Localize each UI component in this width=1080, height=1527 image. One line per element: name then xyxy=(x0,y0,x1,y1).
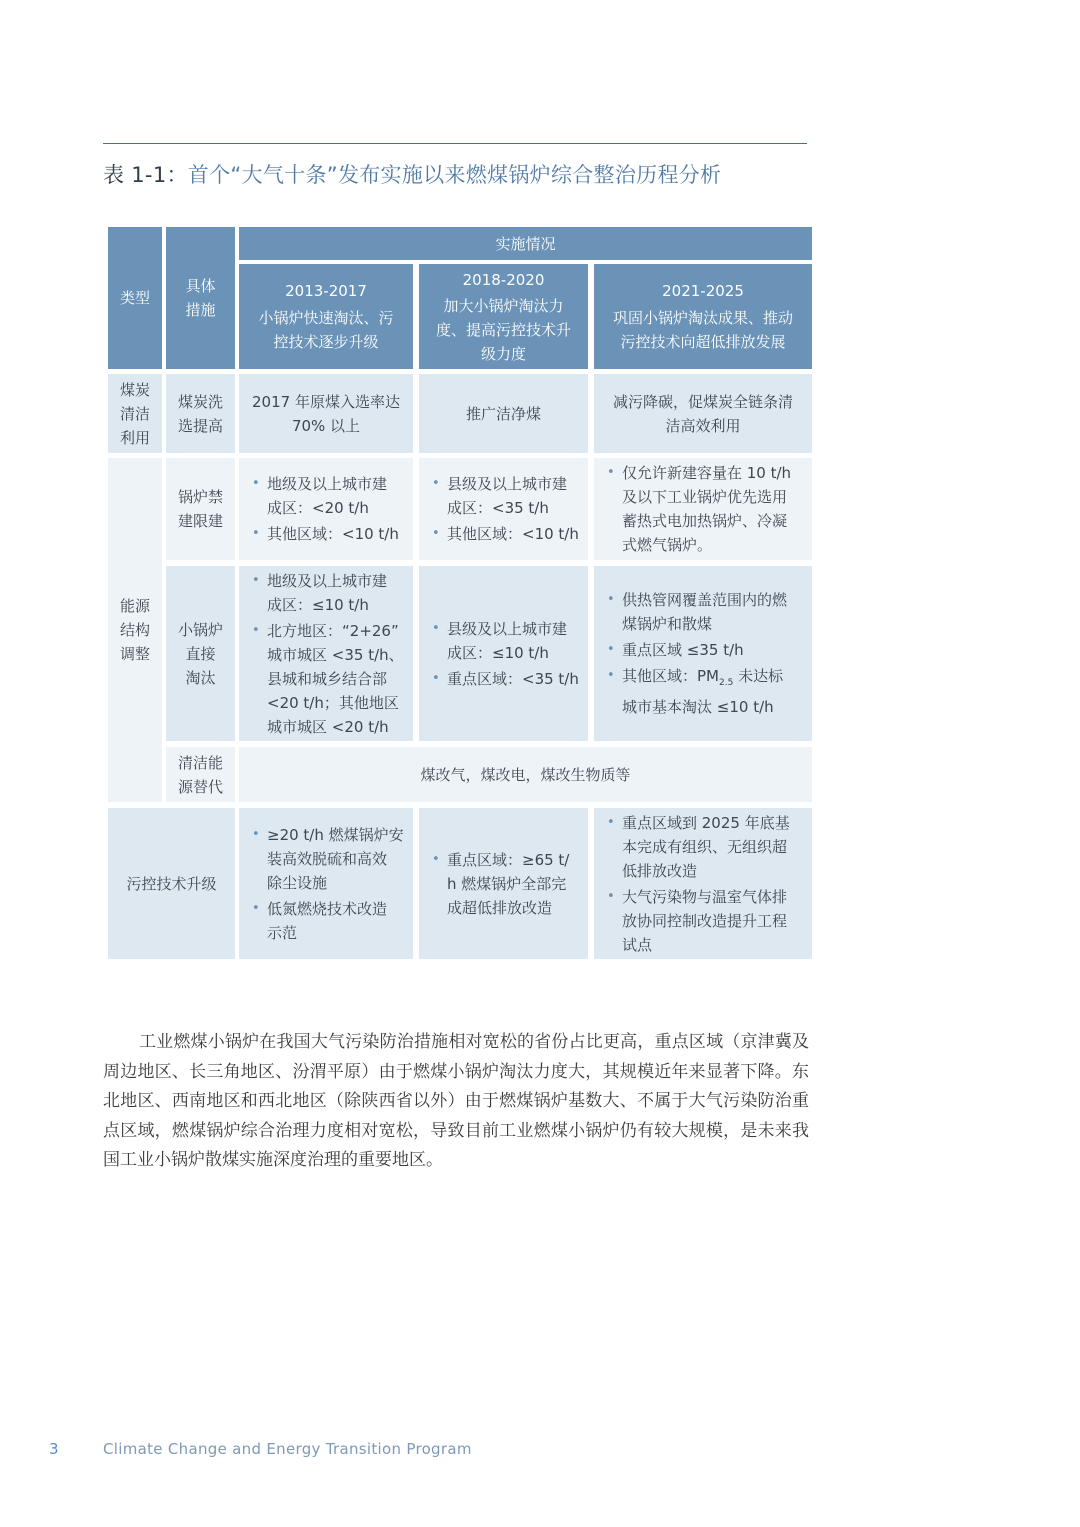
bullet-list xyxy=(606,811,790,957)
header-period-2021 xyxy=(594,264,812,369)
bullet-list xyxy=(606,461,791,557)
row-coal-type: 煤炭 清洁 利用 xyxy=(108,374,162,453)
row-pollution-type: 污控技术升级 xyxy=(108,808,235,959)
bullet-item: • 仅允许新建容量在 10 t/h 及以下工业锅炉优先选用 蓄热式电加热锅炉、冷凝 式燃气锅炉。 xyxy=(606,461,791,557)
bullet-item: • 县级及以上城市建 成区：≤10 t/h xyxy=(431,617,579,665)
bullet-item: • ≥20 t/h 燃煤锅炉安 装高效脱硫和高效 除尘设施 xyxy=(251,823,404,895)
period-years: 2021-2025 xyxy=(662,282,744,300)
header-measures: 具体 措施 xyxy=(166,227,235,369)
bullet-item: • 供热管网覆盖范围内的燃 煤锅炉和散煤 xyxy=(606,588,787,636)
row-coal-measure: 煤炭洗 选提高 xyxy=(166,374,235,453)
period-years: 2018-2020 xyxy=(462,270,545,289)
row-ban-2021 xyxy=(594,458,812,560)
paragraph-text: 工业燃煤小锅炉在我国大气污染防治措施相对宽松的省份占比更高，重点区域（京津冀及周边地区、长三角地区、汾渭平原）由于燃煤小锅炉淘汰力度大，其规模近年来显著下降。东北地区、西南地区和西北地区（除陕西省以外）由于燃煤锅炉基数大、不属于大气污染防治重点区域，燃煤锅炉综合治理力度相对宽松，导致目前工业燃煤小锅炉仍有较大规模，是未来我国工业小锅炉散煤实施深度治理的重要地区。 xyxy=(103,1032,809,1170)
bullet-item: • 重点区域到 2025 年底基 本完成有组织、无组织超 低排放改造 xyxy=(606,811,790,883)
header-period-2013 xyxy=(239,264,413,369)
bullet-item: • 重点区域：≥65 t/ h 燃煤锅炉全部完 成超低排放改造 xyxy=(431,848,569,920)
pm-label: 其他区域：PM xyxy=(622,667,719,685)
period-desc: 巩固小锅炉淘汰成果、推动 污控技术向超低排放发展 xyxy=(612,309,793,351)
bullet-item: • 地级及以上城市建 成区：≤10 t/h xyxy=(251,569,404,617)
table-title xyxy=(103,160,721,190)
bullet-item: • 重点区域：<35 t/h xyxy=(431,667,579,691)
pm-rest: 未达标 城市基本淘汰 ≤10 t/h xyxy=(622,667,784,716)
row-pollution-2021 xyxy=(594,808,812,959)
row-clean-content: 煤改气，煤改电，煤改生物质等 xyxy=(239,747,812,802)
top-rule xyxy=(103,143,807,144)
bullet-list xyxy=(431,617,579,691)
table-caption: 首个“大气十条”发布实施以来燃煤锅炉综合整治历程分析 xyxy=(187,163,722,187)
row-ban-2018 xyxy=(419,458,588,560)
row-elim-2018 xyxy=(419,566,588,741)
table-number: 表 1-1： xyxy=(103,163,188,187)
header-period-2018 xyxy=(419,264,588,369)
body-paragraph xyxy=(103,1028,809,1176)
bullet-item: • 其他区域：<10 t/h xyxy=(251,522,399,546)
row-pollution-2013 xyxy=(239,808,413,959)
bullet-list xyxy=(251,472,399,546)
bullet-list xyxy=(431,472,579,546)
row-coal-2021: 减污降碳，促煤炭全链条清 洁高效利用 xyxy=(594,374,812,453)
row-energy-type: 能源 结构 调整 xyxy=(108,458,162,802)
row-ban-measure: 锅炉禁 建限建 xyxy=(166,458,235,560)
bullet-item: • 地级及以上城市建 成区：<20 t/h xyxy=(251,472,399,520)
bullet-list xyxy=(251,823,404,945)
header-type: 类型 xyxy=(108,227,162,369)
period-years: 2013-2017 xyxy=(285,282,367,300)
bullet-list xyxy=(251,569,404,739)
row-ban-2013 xyxy=(239,458,413,560)
bullet-item: • 大气污染物与温室气体排 放协同控制改造提升工程 试点 xyxy=(606,885,790,957)
period-desc: 加大小锅炉淘汰力 度、提高污控技术升 级力度 xyxy=(435,296,571,363)
bullet-item: • 重点区域 ≤35 t/h xyxy=(606,638,787,662)
bullet-list xyxy=(606,588,787,719)
bullet-item: • 县级及以上城市建 成区：<35 t/h xyxy=(431,472,579,520)
row-elim-measure: 小锅炉 直接 淘汰 xyxy=(166,566,235,741)
header-implementation: 实施情况 xyxy=(239,227,812,260)
period-desc: 小锅炉快速淘汰、污 控技术逐步升级 xyxy=(258,309,394,351)
row-coal-2018: 推广洁净煤 xyxy=(419,374,588,453)
bullet-item xyxy=(606,664,787,719)
bullet-item: • 北方地区：“2+26” 城市城区 <35 t/h、 县城和城乡结合部 <20 t/h；其他地区 城市城区 <20 t/h xyxy=(251,619,404,739)
footer-program-name: Climate Change and Energy Transition Program xyxy=(103,1440,472,1458)
pm-subscript: 2.5 xyxy=(719,678,734,688)
row-coal-2013: 2017 年原煤入选率达 70% 以上 xyxy=(239,374,413,453)
page-number: 3 xyxy=(49,1440,59,1458)
bullet-list xyxy=(431,848,569,920)
bullet-item: • 低氮燃烧技术改造 示范 xyxy=(251,897,404,945)
row-clean-measure: 清洁能 源替代 xyxy=(166,747,235,802)
row-pollution-2018 xyxy=(419,808,588,959)
bullet-item: • 其他区域：<10 t/h xyxy=(431,522,579,546)
row-elim-2021 xyxy=(594,566,812,741)
row-elim-2013 xyxy=(239,566,413,741)
